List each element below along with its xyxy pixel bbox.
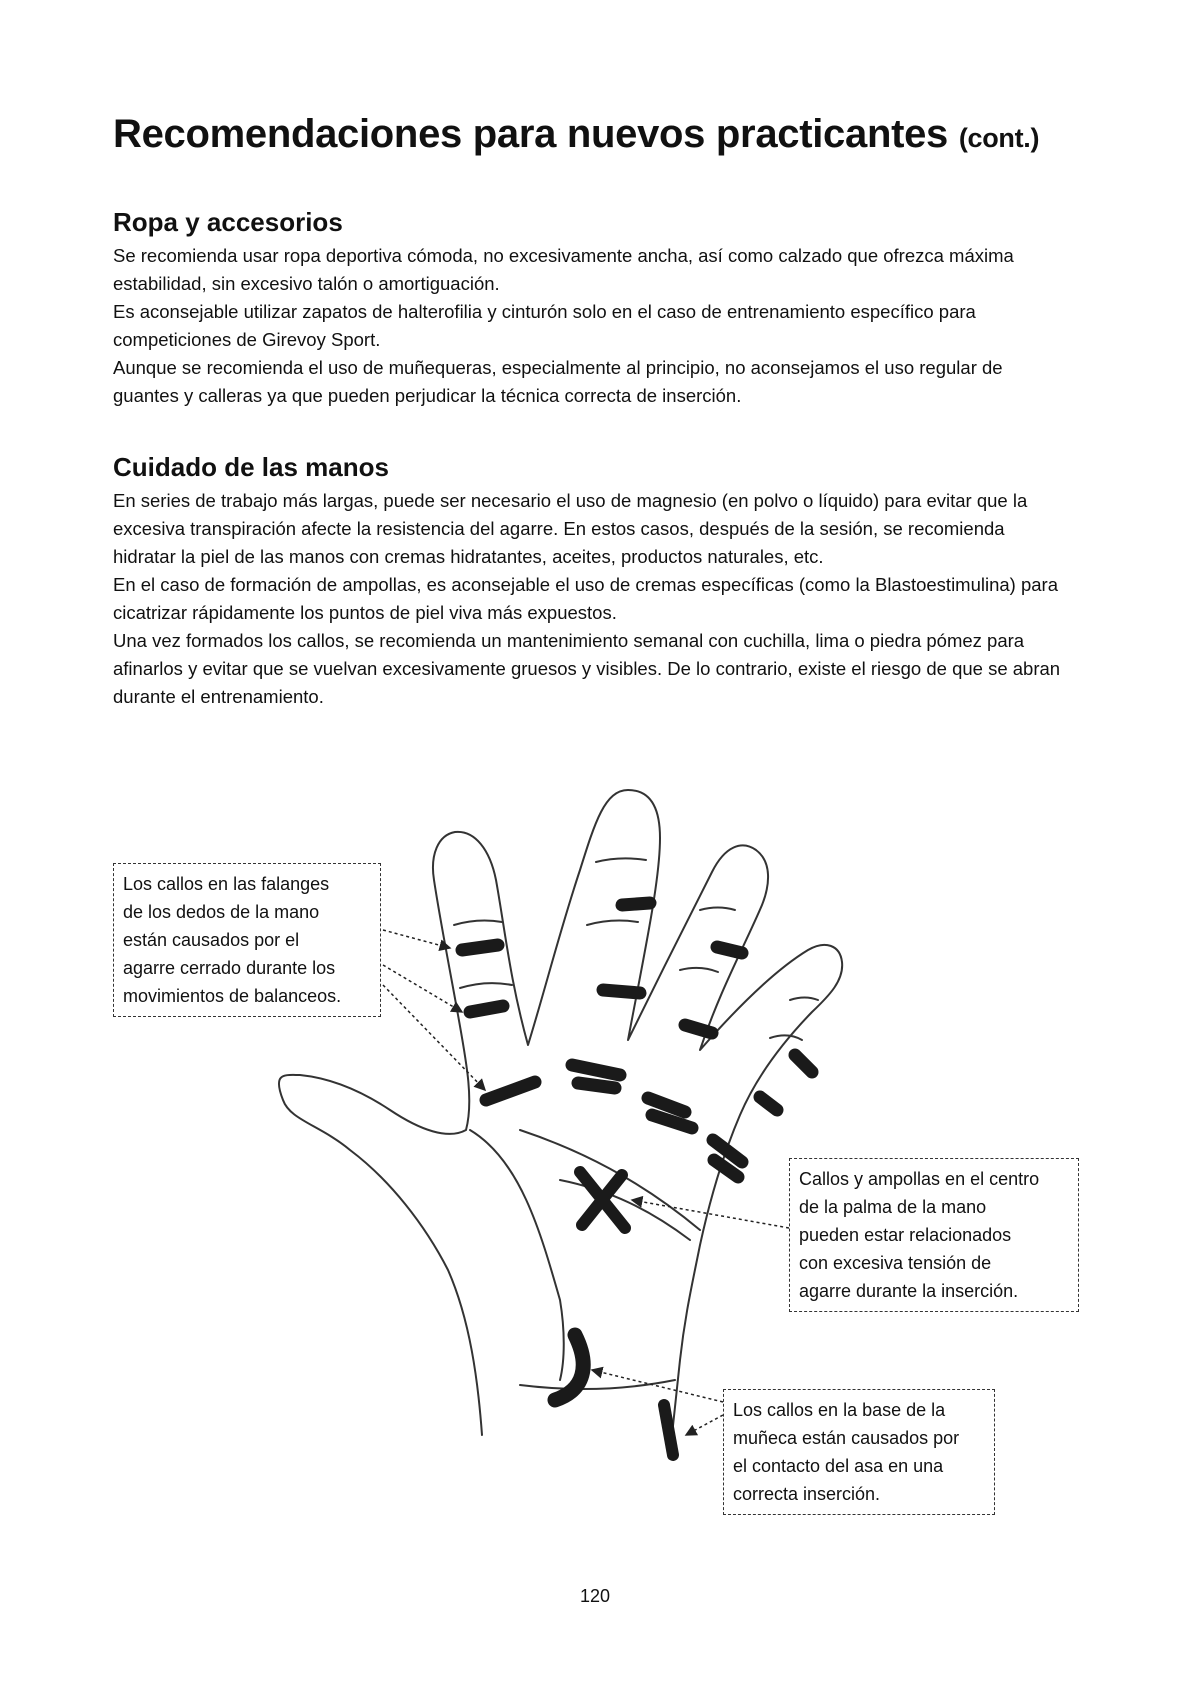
callus-mark	[717, 947, 742, 953]
callout-line: de los dedos de la mano	[123, 902, 320, 922]
leader-arrow	[686, 1415, 723, 1435]
leader-arrow	[383, 930, 450, 948]
callus-mark	[685, 1025, 712, 1033]
page-number: 120	[579, 1586, 611, 1606]
callus-mark	[622, 903, 650, 905]
section-heading: Ropa y accesorios	[113, 207, 343, 237]
page-title-suffix: (cont.)	[958, 123, 1040, 153]
paragraph: Es aconsejable utilizar zapatos de halterofilia y cinturón solo en el caso de entrenamiento específico para competiciones de Girevoy Sport.	[113, 301, 976, 350]
callout-line: Los callos en las falanges	[123, 874, 330, 894]
callus-mark	[795, 1055, 812, 1072]
callout-palm-calluses	[789, 1158, 1079, 1312]
callout-line: correcta inserción.	[733, 1484, 881, 1504]
paragraph: Una vez formados los callos, se recomienda un mantenimiento semanal con cuchilla, lima o piedra pómez para afinarlos y evitar que se vuelvan excesivamente gruesos y visibles. De lo contrario, existe el riesgo de que se abran durante el entrenamiento.	[113, 630, 1061, 707]
callout-line: con excesiva tensión de	[799, 1253, 992, 1273]
callus-mark	[760, 1097, 777, 1110]
callout-line: de la palma de la mano	[799, 1197, 987, 1217]
page-title-main: Recomendaciones para nuevos practicantes	[113, 112, 948, 156]
paragraph: En el caso de formación de ampollas, es aconsejable el uso de cremas específicas (como la Blastoestimulina) para cicatrizar rápidamente los puntos de piel viva más expuestos.	[113, 574, 1059, 623]
leader-arrow	[592, 1370, 723, 1402]
callus-mark	[578, 1083, 615, 1088]
paragraph: En series de trabajo más largas, puede ser necesario el uso de magnesio (en polvo o líquido) para evitar que la excesiva transpiración afecte la resistencia del agarre. En estos casos, después de la sesión, se recomienda hidratar la piel de las manos con cremas hidratantes, aceites, productos naturales, etc.	[113, 490, 1028, 567]
callout-finger-calluses	[113, 863, 381, 1017]
callout-line: el contacto del asa en una	[733, 1456, 944, 1476]
callus-mark	[486, 1082, 535, 1100]
paragraph: Se recomienda usar ropa deportiva cómoda, no excesivamente ancha, así como calzado que ofrezca máxima estabilidad, sin excesivo talón o amortiguación.	[113, 245, 1014, 294]
callout-line: están causados por el	[123, 930, 300, 950]
callout-wrist-calluses	[723, 1389, 995, 1515]
paragraph: Aunque se recomienda el uso de muñequeras, especialmente al principio, no aconsejamos el uso regular de guantes y calleras ya que pueden perjudicar la técnica correcta de inserción.	[113, 357, 1003, 406]
leader-arrow	[383, 985, 485, 1090]
callus-mark	[555, 1335, 583, 1400]
callout-line: pueden estar relacionados	[799, 1225, 1012, 1245]
callout-line: movimientos de balanceos.	[123, 986, 342, 1006]
callout-line: agarre durante la inserción.	[799, 1281, 1019, 1301]
callout-line: Los callos en la base de la	[733, 1400, 946, 1420]
section-heading: Cuidado de las manos	[113, 452, 389, 482]
callus-mark	[470, 1006, 503, 1012]
callout-line: agarre cerrado durante los	[123, 958, 336, 978]
callout-line: Callos y ampollas en el centro	[799, 1169, 1040, 1189]
callout-line: muñeca están causados por	[733, 1428, 960, 1448]
callus-mark	[603, 990, 640, 993]
callus-mark	[664, 1405, 673, 1455]
callus-mark	[462, 945, 498, 950]
callus-mark	[572, 1065, 620, 1075]
